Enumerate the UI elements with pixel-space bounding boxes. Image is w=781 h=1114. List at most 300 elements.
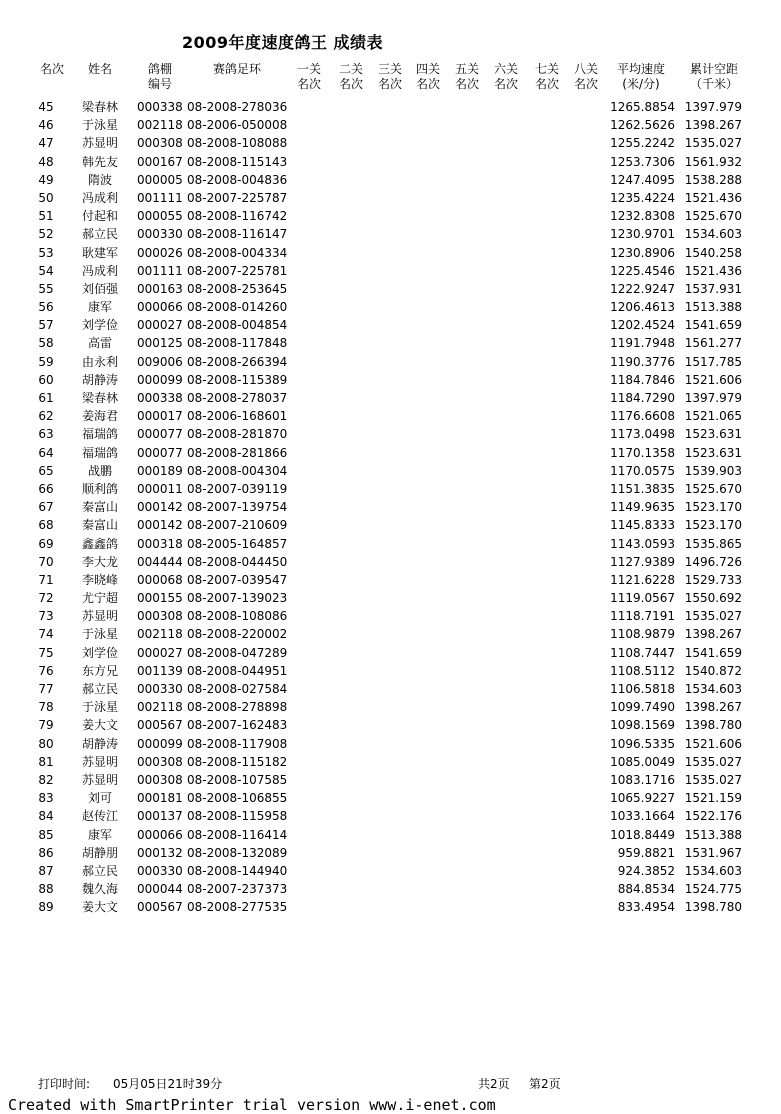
- name-cell: 由永利: [81, 354, 118, 369]
- ring-number-cell: 08-2008-044450: [187, 554, 288, 569]
- ring-number-cell: 08-2008-115958: [187, 809, 288, 824]
- loft-number-cell: 000044: [137, 882, 183, 897]
- loft-number-cell: 000308: [137, 136, 183, 151]
- rank-cell: 60: [38, 372, 54, 387]
- loft-number-cell: 000142: [137, 500, 183, 515]
- table-row: [0, 735, 781, 753]
- rank-cell: 54: [38, 263, 54, 278]
- ring-number-cell: 08-2007-210609: [187, 518, 288, 533]
- avg-speed-cell: 1170.1358: [610, 445, 675, 460]
- avg-speed-cell: 1202.4524: [610, 318, 675, 333]
- avg-speed-cell: 1106.5818: [610, 682, 675, 696]
- loft-number-cell: 000308: [137, 772, 183, 787]
- loft-number-cell: 000567: [137, 718, 183, 733]
- avg-speed-cell: 1265.8854: [610, 100, 675, 114]
- name-cell: 战鹏: [87, 463, 112, 478]
- avg-speed-cell: 1247.4095: [610, 172, 675, 187]
- distance-cell: 1521.159: [684, 791, 742, 806]
- ring-number-cell: 08-2008-253645: [187, 281, 288, 296]
- ring-number-cell: 08-2008-281866: [187, 445, 288, 460]
- table-row: [0, 280, 781, 298]
- table-row: [0, 425, 781, 443]
- name-cell: 郝立民: [81, 682, 118, 696]
- loft-number-cell: 000567: [137, 900, 183, 915]
- table-row: [0, 407, 781, 425]
- report-title: 2009年度速度鸽王 成绩表: [181, 33, 384, 52]
- total-pages: 共2页: [478, 1077, 510, 1091]
- table-row: [0, 844, 781, 862]
- table-row: [0, 680, 781, 698]
- name-cell: 刘可: [87, 791, 112, 806]
- ring-number-cell: 08-2007-139023: [187, 591, 288, 606]
- ring-number-cell: 08-2007-139754: [187, 500, 288, 515]
- table-row: [0, 662, 781, 680]
- name-cell: 耿建军: [81, 245, 118, 260]
- table-row: [0, 644, 781, 662]
- distance-cell: 1397.979: [684, 391, 742, 405]
- name-cell: 梁春林: [81, 100, 118, 114]
- table-row: [0, 516, 781, 534]
- distance-cell: 1540.258: [684, 245, 742, 260]
- loft-number-cell: 000132: [137, 845, 183, 860]
- ring-number-cell: 08-2007-039547: [187, 572, 288, 587]
- name-cell: 秦富山: [81, 500, 118, 515]
- avg-speed-cell: 1225.4546: [610, 263, 675, 278]
- loft-number-cell: 000066: [137, 827, 183, 842]
- ring-number-cell: 08-2008-278037: [187, 391, 288, 405]
- table-row: [0, 807, 781, 825]
- name-cell: 于泳星: [81, 627, 118, 642]
- ring-number-cell: 08-2008-004854: [187, 318, 288, 333]
- table-row: [0, 898, 781, 916]
- distance-cell: 1496.726: [684, 554, 742, 569]
- ring-number-cell: 08-2008-117848: [187, 336, 288, 351]
- name-cell: 姜海君: [81, 409, 118, 424]
- distance-cell: 1541.659: [684, 645, 742, 660]
- distance-cell: 1398.267: [684, 118, 742, 133]
- name-cell: 冯成利: [81, 263, 118, 278]
- rank-cell: 88: [38, 882, 54, 897]
- name-cell: 冯成利: [81, 190, 118, 205]
- ring-number-cell: 08-2008-108088: [187, 136, 288, 151]
- distance-cell: 1521.606: [684, 372, 742, 387]
- name-cell: 康军: [87, 827, 112, 842]
- ring-number-cell: 08-2008-220002: [187, 627, 288, 642]
- avg-speed-cell: 1098.1569: [610, 718, 675, 733]
- avg-speed-cell: 1170.0575: [610, 463, 675, 478]
- distance-cell: 1397.979: [684, 100, 742, 114]
- header-round-2: 二关 名次: [338, 62, 363, 91]
- avg-speed-cell: 1235.4224: [610, 190, 675, 205]
- ring-number-cell: 08-2007-225787: [187, 190, 288, 205]
- table-row: [0, 225, 781, 243]
- ring-number-cell: 08-2008-116414: [187, 827, 288, 842]
- distance-cell: 1538.288: [684, 172, 742, 187]
- loft-number-cell: 000338: [137, 100, 183, 114]
- ring-number-cell: 08-2008-027584: [187, 682, 288, 696]
- ring-number-cell: 08-2008-108086: [187, 609, 288, 624]
- rank-cell: 85: [38, 827, 54, 842]
- loft-number-cell: 000011: [137, 481, 183, 496]
- name-cell: 郝立民: [81, 227, 118, 242]
- ring-number-cell: 08-2008-277535: [187, 900, 288, 915]
- avg-speed-cell: 1033.1664: [610, 809, 675, 824]
- rank-cell: 69: [38, 536, 54, 551]
- avg-speed-cell: 1191.7948: [610, 336, 675, 351]
- rank-cell: 82: [38, 772, 54, 787]
- name-cell: 福瑞鸽: [81, 427, 118, 442]
- distance-cell: 1535.865: [684, 536, 742, 551]
- ring-number-cell: 08-2008-281870: [187, 427, 288, 442]
- table-row: [0, 262, 781, 280]
- table-row: [0, 826, 781, 844]
- header-round-4: 四关 名次: [415, 62, 440, 91]
- distance-cell: 1534.603: [684, 682, 742, 696]
- loft-number-cell: 002118: [137, 627, 183, 642]
- name-cell: 付起和: [81, 209, 118, 224]
- loft-number-cell: 000330: [137, 863, 183, 878]
- header-rank: 名次: [39, 62, 64, 76]
- loft-number-cell: 000077: [137, 445, 183, 460]
- table-row: [0, 98, 781, 116]
- table-row: [0, 153, 781, 171]
- rank-cell: 46: [38, 118, 54, 133]
- ring-number-cell: 08-2007-225781: [187, 263, 288, 278]
- distance-cell: 1398.267: [684, 627, 742, 642]
- table-row: [0, 753, 781, 771]
- avg-speed-cell: 1149.9635: [610, 500, 675, 515]
- rank-cell: 57: [38, 318, 54, 333]
- name-cell: 顺利鸽: [81, 481, 118, 496]
- distance-cell: 1525.670: [684, 209, 742, 224]
- rank-cell: 83: [38, 791, 54, 806]
- avg-speed-cell: 1262.5626: [610, 118, 675, 133]
- header-round-7: 七关 名次: [534, 62, 559, 91]
- table-row: [0, 625, 781, 643]
- header-name: 姓名: [87, 62, 112, 76]
- distance-cell: 1535.027: [684, 754, 742, 769]
- header-loft: 鸽棚 编号: [147, 62, 172, 91]
- rank-cell: 50: [38, 190, 54, 205]
- header-avg-speed: 平均速度 (米/分): [616, 62, 665, 91]
- loft-number-cell: 000330: [137, 682, 183, 696]
- name-cell: 尤宁超: [81, 591, 118, 606]
- rank-cell: 73: [38, 609, 54, 624]
- avg-speed-cell: 1118.7191: [610, 609, 675, 624]
- loft-number-cell: 000330: [137, 227, 183, 242]
- ring-number-cell: 08-2008-115389: [187, 372, 288, 387]
- loft-number-cell: 000125: [137, 336, 183, 351]
- rank-cell: 53: [38, 245, 54, 260]
- name-cell: 福瑞鸽: [81, 445, 118, 460]
- rank-cell: 72: [38, 591, 54, 606]
- ring-number-cell: 08-2008-004304: [187, 463, 288, 478]
- loft-number-cell: 000099: [137, 736, 183, 751]
- header-round-1: 一关 名次: [296, 62, 321, 91]
- rank-cell: 51: [38, 209, 54, 224]
- avg-speed-cell: 1145.8333: [610, 518, 675, 533]
- rank-cell: 75: [38, 645, 54, 660]
- ring-number-cell: 08-2008-044951: [187, 663, 288, 678]
- name-cell: 东方兄: [81, 663, 118, 678]
- distance-cell: 1540.872: [684, 663, 742, 678]
- ring-number-cell: 08-2008-115182: [187, 754, 288, 769]
- rank-cell: 48: [38, 154, 54, 169]
- distance-cell: 1523.631: [684, 427, 742, 442]
- distance-cell: 1535.027: [684, 609, 742, 624]
- table-row: [0, 880, 781, 898]
- distance-cell: 1523.631: [684, 445, 742, 460]
- avg-speed-cell: 1255.2242: [610, 136, 675, 151]
- table-row: [0, 389, 781, 407]
- header-round-6: 六关 名次: [493, 62, 518, 91]
- loft-number-cell: 000099: [137, 372, 183, 387]
- rank-cell: 47: [38, 136, 54, 151]
- distance-cell: 1534.603: [684, 227, 742, 242]
- name-cell: 郝立民: [81, 863, 118, 878]
- distance-cell: 1524.775: [684, 882, 742, 897]
- avg-speed-cell: 1190.3776: [610, 354, 675, 369]
- ring-number-cell: 08-2008-117908: [187, 736, 288, 751]
- avg-speed-cell: 1127.9389: [610, 554, 675, 569]
- rank-cell: 77: [38, 682, 54, 696]
- ring-number-cell: 08-2005-164857: [187, 536, 288, 551]
- ring-number-cell: 08-2008-144940: [187, 863, 288, 878]
- name-cell: 李晓峰: [81, 572, 118, 587]
- print-time: 05月05日21时39分: [113, 1077, 223, 1091]
- rank-cell: 52: [38, 227, 54, 242]
- rank-cell: 78: [38, 700, 54, 715]
- distance-cell: 1522.176: [684, 809, 742, 824]
- table-row: [0, 771, 781, 789]
- table-row: [0, 589, 781, 607]
- ring-number-cell: 08-2008-278036: [187, 100, 288, 114]
- ring-number-cell: 08-2008-278898: [187, 700, 288, 715]
- table-row: [0, 134, 781, 152]
- distance-cell: 1398.780: [684, 718, 742, 733]
- name-cell: 姜大文: [81, 900, 118, 915]
- avg-speed-cell: 1085.0049: [610, 754, 675, 769]
- ring-number-cell: 08-2006-050008: [187, 118, 288, 133]
- rank-cell: 87: [38, 863, 54, 878]
- avg-speed-cell: 1143.0593: [610, 536, 675, 551]
- table-row: [0, 462, 781, 480]
- table-row: [0, 553, 781, 571]
- name-cell: 秦富山: [81, 518, 118, 533]
- distance-cell: 1561.932: [684, 154, 742, 169]
- avg-speed-cell: 1096.5335: [610, 736, 675, 751]
- loft-number-cell: 000017: [137, 409, 183, 424]
- name-cell: 刘学俭: [81, 318, 118, 333]
- loft-number-cell: 001139: [137, 663, 183, 678]
- avg-speed-cell: 924.3852: [617, 863, 675, 878]
- distance-cell: 1550.692: [684, 591, 742, 606]
- loft-number-cell: 000318: [137, 536, 183, 551]
- distance-cell: 1398.780: [684, 900, 742, 915]
- avg-speed-cell: 1083.1716: [610, 772, 675, 787]
- avg-speed-cell: 1108.9879: [610, 627, 675, 642]
- avg-speed-cell: 1018.8449: [610, 827, 675, 842]
- distance-cell: 1529.733: [684, 572, 742, 587]
- rank-cell: 68: [38, 518, 54, 533]
- avg-speed-cell: 1108.7447: [610, 645, 675, 660]
- name-cell: 胡静朋: [81, 845, 118, 860]
- rank-cell: 58: [38, 336, 54, 351]
- ring-number-cell: 08-2008-116742: [187, 209, 288, 224]
- rank-cell: 80: [38, 736, 54, 751]
- name-cell: 苏显明: [81, 136, 118, 151]
- rank-cell: 65: [38, 463, 54, 478]
- loft-number-cell: 000163: [137, 281, 183, 296]
- ring-number-cell: 08-2008-004334: [187, 245, 288, 260]
- table-row: [0, 298, 781, 316]
- name-cell: 刘佰强: [81, 281, 118, 296]
- loft-number-cell: 004444: [137, 554, 183, 569]
- print-time-label: 打印时间:: [38, 1077, 91, 1091]
- table-row: [0, 316, 781, 334]
- table-row: [0, 444, 781, 462]
- avg-speed-cell: 1222.9247: [610, 281, 675, 296]
- loft-number-cell: 000137: [137, 809, 183, 824]
- ring-number-cell: 08-2007-162483: [187, 718, 288, 733]
- name-cell: 高雷: [87, 336, 112, 351]
- distance-cell: 1523.170: [684, 518, 742, 533]
- avg-speed-cell: 1230.9701: [610, 227, 675, 242]
- name-cell: 苏显明: [81, 609, 118, 624]
- rank-cell: 86: [38, 845, 54, 860]
- avg-speed-cell: 959.8821: [617, 845, 675, 860]
- ring-number-cell: 08-2008-107585: [187, 772, 288, 787]
- avg-speed-cell: 1173.0498: [610, 427, 675, 442]
- avg-speed-cell: 1099.7490: [610, 700, 675, 715]
- name-cell: 李大龙: [81, 554, 118, 569]
- rank-cell: 67: [38, 500, 54, 515]
- distance-cell: 1517.785: [684, 354, 742, 369]
- name-cell: 苏显明: [81, 772, 118, 787]
- distance-cell: 1534.603: [684, 863, 742, 878]
- table-row: [0, 698, 781, 716]
- loft-number-cell: 000155: [137, 591, 183, 606]
- distance-cell: 1521.436: [684, 263, 742, 278]
- distance-cell: 1525.670: [684, 481, 742, 496]
- table-row: [0, 116, 781, 134]
- rank-cell: 70: [38, 554, 54, 569]
- rank-cell: 56: [38, 300, 54, 315]
- avg-speed-cell: 1065.9227: [610, 791, 675, 806]
- name-cell: 魏久海: [81, 882, 118, 897]
- ring-number-cell: 08-2008-116147: [187, 227, 288, 242]
- rank-cell: 49: [38, 172, 54, 187]
- loft-number-cell: 000338: [137, 391, 183, 405]
- ring-number-cell: 08-2007-237373: [187, 882, 288, 897]
- loft-number-cell: 000142: [137, 518, 183, 533]
- name-cell: 鑫鑫鸽: [81, 536, 118, 551]
- name-cell: 于泳星: [81, 118, 118, 133]
- distance-cell: 1535.027: [684, 136, 742, 151]
- avg-speed-cell: 1184.7290: [610, 391, 675, 405]
- table-row: [0, 371, 781, 389]
- distance-cell: 1561.277: [684, 336, 742, 351]
- table-row: [0, 607, 781, 625]
- header-ring: 赛鸽足环: [212, 62, 261, 76]
- table-row: [0, 571, 781, 589]
- avg-speed-cell: 1119.0567: [610, 591, 675, 606]
- rank-cell: 89: [38, 900, 54, 915]
- name-cell: 于泳星: [81, 700, 118, 715]
- rank-cell: 61: [38, 391, 54, 405]
- table-row: [0, 480, 781, 498]
- loft-number-cell: 000308: [137, 609, 183, 624]
- rank-cell: 74: [38, 627, 54, 642]
- avg-speed-cell: 1230.8906: [610, 245, 675, 260]
- name-cell: 刘学俭: [81, 645, 118, 660]
- header-round-8: 八关 名次: [573, 62, 598, 91]
- ring-number-cell: 08-2008-266394: [187, 354, 288, 369]
- table-row: [0, 189, 781, 207]
- header-round-5: 五关 名次: [454, 62, 479, 91]
- distance-cell: 1521.436: [684, 190, 742, 205]
- distance-cell: 1513.388: [684, 827, 742, 842]
- loft-number-cell: 000066: [137, 300, 183, 315]
- loft-number-cell: 000005: [137, 172, 183, 187]
- rank-cell: 81: [38, 754, 54, 769]
- watermark: Created with SmartPrinter trial version www.i-enet.com: [8, 1096, 496, 1114]
- loft-number-cell: 000181: [137, 791, 183, 806]
- loft-number-cell: 001111: [137, 263, 183, 278]
- name-cell: 梁春林: [81, 391, 118, 405]
- distance-cell: 1537.931: [684, 281, 742, 296]
- ring-number-cell: 08-2008-115143: [187, 154, 288, 169]
- rank-cell: 66: [38, 481, 54, 496]
- rank-cell: 45: [38, 100, 54, 114]
- table-row: [0, 334, 781, 352]
- results-table: [0, 98, 781, 916]
- loft-number-cell: 000308: [137, 754, 183, 769]
- name-cell: 康军: [87, 300, 112, 315]
- rank-cell: 62: [38, 409, 54, 424]
- rank-cell: 55: [38, 281, 54, 296]
- avg-speed-cell: 1253.7306: [610, 154, 675, 169]
- name-cell: 姜大文: [81, 718, 118, 733]
- name-cell: 胡静涛: [81, 736, 118, 751]
- table-row: [0, 207, 781, 225]
- ring-number-cell: 08-2008-004836: [187, 172, 288, 187]
- avg-speed-cell: 1121.6228: [610, 572, 675, 587]
- distance-cell: 1531.967: [684, 845, 742, 860]
- name-cell: 赵传江: [81, 809, 118, 824]
- name-cell: 隋波: [87, 172, 112, 187]
- avg-speed-cell: 1108.5112: [610, 663, 675, 678]
- distance-cell: 1535.027: [684, 772, 742, 787]
- distance-cell: 1541.659: [684, 318, 742, 333]
- rank-cell: 84: [38, 809, 54, 824]
- distance-cell: 1513.388: [684, 300, 742, 315]
- avg-speed-cell: 1184.7846: [610, 372, 675, 387]
- loft-number-cell: 000077: [137, 427, 183, 442]
- loft-number-cell: 000027: [137, 645, 183, 660]
- loft-number-cell: 000055: [137, 209, 183, 224]
- ring-number-cell: 08-2008-014260: [187, 300, 288, 315]
- loft-number-cell: 002118: [137, 700, 183, 715]
- ring-number-cell: 08-2008-106855: [187, 791, 288, 806]
- table-row: [0, 862, 781, 880]
- rank-cell: 64: [38, 445, 54, 460]
- rank-cell: 59: [38, 354, 54, 369]
- avg-speed-cell: 1232.8308: [610, 209, 675, 224]
- loft-number-cell: 000189: [137, 463, 183, 478]
- loft-number-cell: 000027: [137, 318, 183, 333]
- avg-speed-cell: 833.4954: [617, 900, 675, 915]
